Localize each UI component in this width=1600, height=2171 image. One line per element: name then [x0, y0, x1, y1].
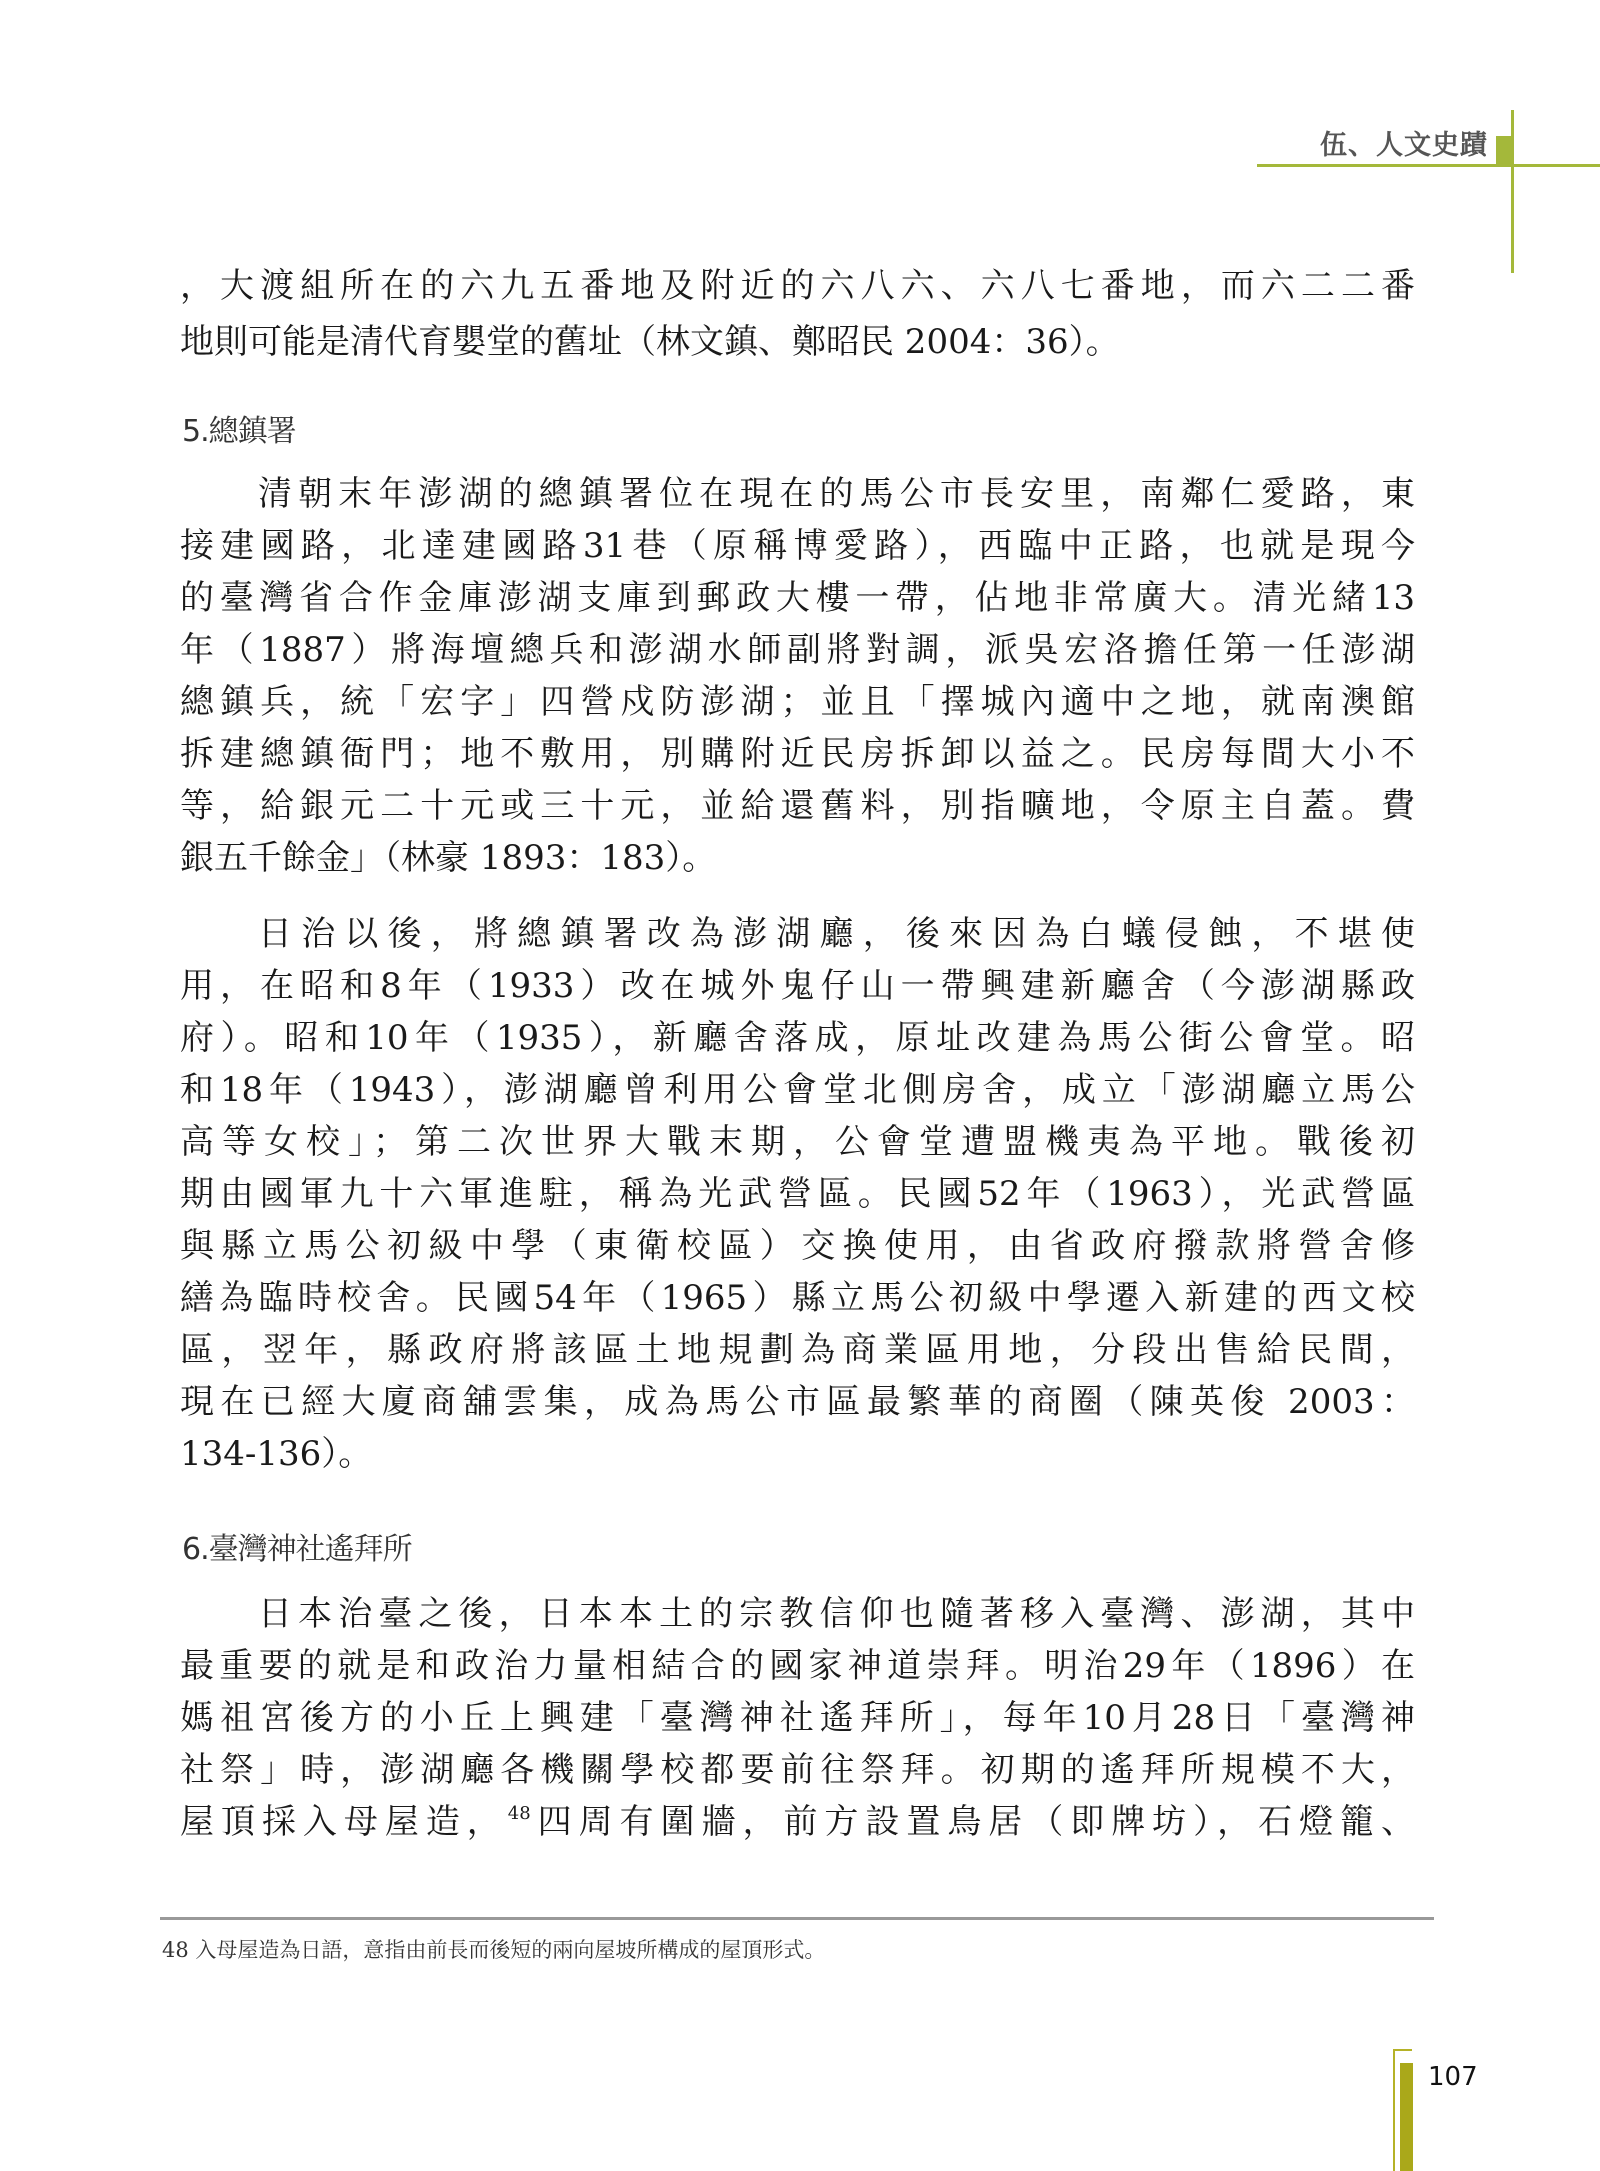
body-text: 四周有圍牆，前方設置鳥居（即牌坊），石燈籠、 — [530, 1802, 1415, 1842]
body-line: 高等女校」；第二次世界大戰末期，公會堂遭盟機夷為平地。戰後初 — [180, 1122, 1415, 1162]
body-line-with-footnote — [180, 1798, 1415, 1846]
page-number: 107 — [1428, 2062, 1478, 2092]
body-line: 134-136）。 — [180, 1434, 373, 1474]
footnote-48: 48 入母屋造為日語，意指由前長而後短的兩向屋坡所構成的屋頂形式。 — [162, 1938, 826, 1962]
body-line: 地則可能是清代育嬰堂的舊址（林文鎮、鄭昭民 2004：36）。 — [180, 322, 1120, 362]
header-rule — [1257, 164, 1600, 167]
page-number-frame-side — [1393, 2049, 1395, 2171]
body-line: 與縣立馬公初級中學（東衛校區）交換使用，由省政府撥款將營舍修 — [180, 1226, 1415, 1266]
body-line: 接建國路，北達建國路31巷（原稱博愛路），西臨中正路，也就是現今 — [180, 526, 1415, 566]
body-line: 總鎮兵，統「宏字」四營戍防澎湖；並且「擇城內適中之地，就南澳館 — [180, 682, 1415, 722]
body-line: 期由國軍九十六軍進駐，稱為光武營區。民國52年（1963），光武營區 — [180, 1174, 1415, 1214]
page-number-frame-top — [1393, 2049, 1412, 2051]
chapter-title: 伍、人文史蹟 — [1320, 130, 1488, 161]
body-line: 的臺灣省合作金庫澎湖支庫到郵政大樓一帶，佔地非常廣大。清光緒13 — [180, 578, 1415, 618]
body-line: 用，在昭和8年（1933）改在城外鬼仔山一帶興建新廳舍（今澎湖縣政 — [180, 966, 1415, 1006]
body-text: 屋頂採入母屋造， — [180, 1802, 508, 1842]
body-line: 社祭」時，澎湖廳各機關學校都要前往祭拜。初期的遙拜所規模不大， — [180, 1750, 1415, 1790]
body-line: 等，給銀元二十元或三十元，並給還舊料，別指曠地，令原主自蓋。費 — [180, 786, 1415, 826]
footnote-rule — [160, 1917, 1434, 1920]
body-line: 日治以後，將總鎮署改為澎湖廳，後來因為白蟻侵蝕，不堪使 — [258, 914, 1415, 954]
section-heading-6: 6.臺灣神社遙拜所 — [182, 1532, 412, 1567]
header-accent-block — [1496, 136, 1512, 166]
body-line: 拆建總鎮衙門；地不敷用，別購附近民房拆卸以益之。民房每間大小不 — [180, 734, 1415, 774]
header-vertical-rule — [1511, 110, 1514, 273]
body-line: 銀五千餘金」（林豪 1893：183）。 — [180, 838, 717, 878]
body-line: 清朝末年澎湖的總鎮署位在現在的馬公市長安里，南鄰仁愛路，東 — [258, 474, 1415, 514]
page-number-accent-bar — [1400, 2063, 1413, 2171]
body-line: 和18年（1943），澎湖廳曾利用公會堂北側房舍，成立「澎湖廳立馬公 — [180, 1070, 1415, 1110]
body-line: 繕為臨時校舍。民國54年（1965）縣立馬公初級中學遷入新建的西文校 — [180, 1278, 1415, 1318]
body-line: 現在已經大廈商舖雲集，成為馬公市區最繁華的商圈（陳英俊 2003： — [180, 1382, 1415, 1422]
body-line: 最重要的就是和政治力量相結合的國家神道崇拜。明治29年（1896）在 — [180, 1646, 1415, 1686]
section-heading-5: 5.總鎮署 — [182, 414, 296, 449]
footnote-ref-48[interactable]: 48 — [507, 1803, 531, 1824]
body-line: 區，翌年，縣政府將該區土地規劃為商業區用地，分段出售給民間， — [180, 1330, 1415, 1370]
body-line: 府）。昭和10年（1935），新廳舍落成，原址改建為馬公街公會堂。昭 — [180, 1018, 1415, 1058]
body-line: ，大渡組所在的六九五番地及附近的六八六、六八七番地，而六二二番 — [180, 266, 1415, 306]
body-line: 媽祖宮後方的小丘上興建「臺灣神社遙拜所」，每年10月28日「臺灣神 — [180, 1698, 1415, 1738]
body-line: 年（1887）將海壇總兵和澎湖水師副將對調，派吳宏洛擔任第一任澎湖 — [180, 630, 1415, 670]
body-line: 日本治臺之後，日本本土的宗教信仰也隨著移入臺灣、澎湖，其中 — [258, 1594, 1415, 1634]
